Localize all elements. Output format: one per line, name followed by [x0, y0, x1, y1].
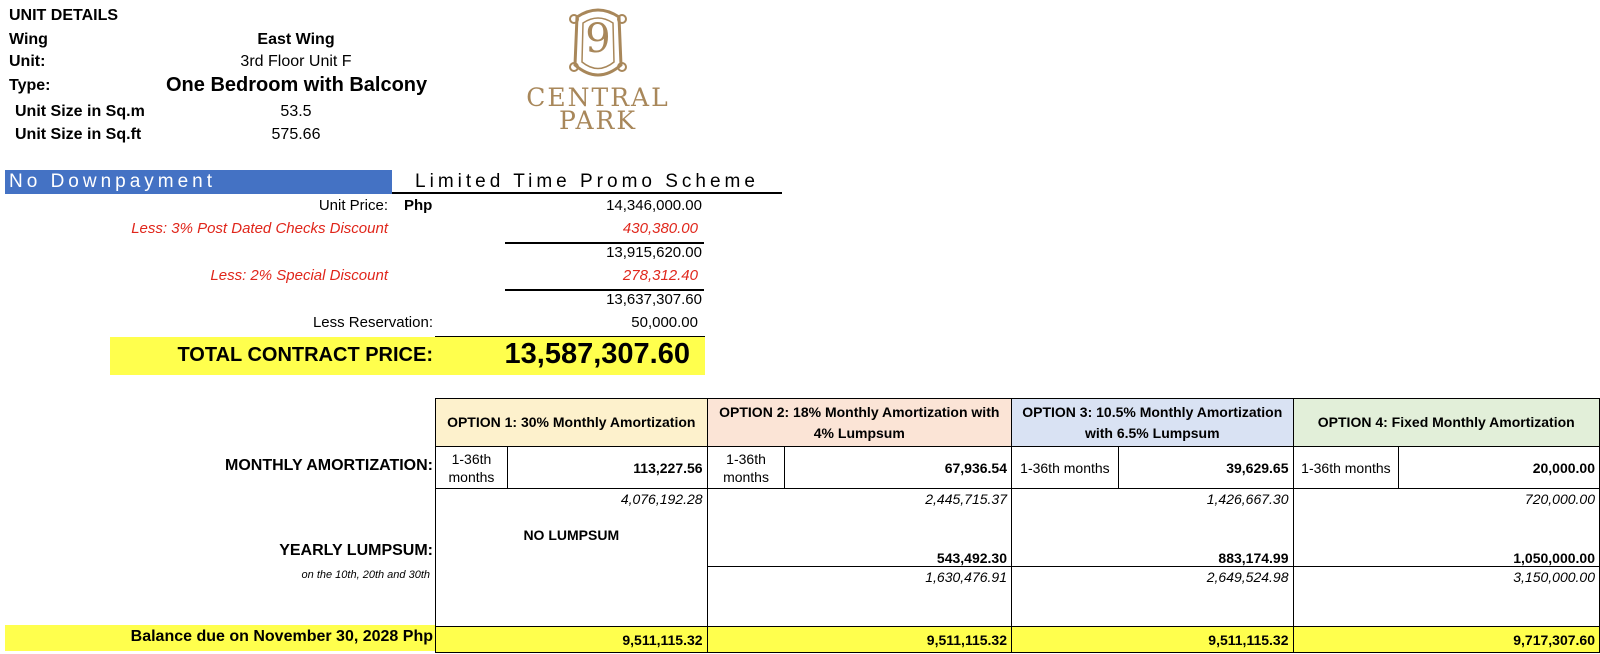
- option1-term: 1-36th months: [436, 447, 508, 489]
- option2-lumpsum: 543,492.30: [707, 509, 1011, 567]
- option4-monthly-total: 720,000.00: [1293, 489, 1600, 509]
- discount2-value: 278,312.40: [622, 267, 698, 284]
- balance-label: Balance due on November 30, 2028 Php: [130, 628, 433, 645]
- size-sqft-label: Unit Size in Sq.ft: [15, 126, 142, 143]
- wing-value: East Wing: [257, 31, 335, 48]
- option2-header: OPTION 2: 18% Monthly Amortization with 4% Lumpsum: [707, 399, 1011, 447]
- option4-lumpsum-total: 3,150,000.00: [1293, 567, 1600, 587]
- option2-monthly-total: 2,445,715.37: [707, 489, 1011, 509]
- unit-label: Unit:: [9, 53, 46, 70]
- no-downpayment-banner: No Downpayment: [5, 170, 392, 194]
- monthly-amortization-label: MONTHLY AMORTIZATION:: [225, 457, 433, 474]
- option1-header: OPTION 1: 30% Monthly Amortization: [436, 399, 708, 447]
- option3-monthly: 39,629.65: [1118, 447, 1293, 489]
- subtotal1-value: 13,915,620.00: [606, 244, 702, 261]
- size-sqm-label: Unit Size in Sq.m: [15, 103, 145, 120]
- option3-monthly-total: 1,426,667.30: [1012, 489, 1294, 509]
- unit-price-value: 14,346,000.00: [606, 197, 702, 214]
- option4-term: 1-36th months: [1293, 447, 1399, 489]
- discount2-label: Less: 2% Special Discount: [210, 267, 388, 284]
- type-value: One Bedroom with Balcony: [166, 74, 428, 96]
- option2-term: 1-36th months: [707, 447, 785, 489]
- option4-monthly: 20,000.00: [1399, 447, 1600, 489]
- option3-lumpsum-total: 2,649,524.98: [1012, 567, 1294, 587]
- size-sqft-value: 575.66: [271, 126, 321, 143]
- option3-term: 1-36th months: [1012, 447, 1119, 489]
- payment-options-table: [435, 398, 1600, 653]
- tcp-value: 13,587,307.60: [504, 338, 690, 370]
- option3-lumpsum: 883,174.99: [1012, 509, 1294, 567]
- option3-header: OPTION 3: 10.5% Monthly Amortization with 6.5% Lumpsum: [1012, 399, 1294, 447]
- option2-monthly: 67,936.54: [785, 447, 1012, 489]
- option4-balance: 9,717,307.60: [1293, 627, 1600, 653]
- option1-monthly-total: 4,076,192.28: [436, 489, 708, 509]
- option1-monthly: 113,227.56: [507, 447, 707, 489]
- option2-balance: 9,511,115.32: [707, 627, 1011, 653]
- option4-lumpsum: 1,050,000.00: [1293, 509, 1600, 567]
- tcp-label: TOTAL CONTRACT PRICE:: [177, 344, 433, 366]
- size-sqm-value: 53.5: [280, 103, 312, 120]
- logo-numeral: 9: [585, 16, 611, 62]
- subtotal2-value: 13,637,307.60: [606, 291, 702, 308]
- unit-price-label: Unit Price:: [318, 197, 388, 214]
- yearly-lumpsum-label: YEARLY LUMPSUM:: [279, 542, 433, 559]
- unit-details-heading: UNIT DETAILS: [9, 7, 119, 24]
- discount1-label: Less: 3% Post Dated Checks Discount: [131, 220, 388, 237]
- promo-scheme-title: Limited Time Promo Scheme: [392, 170, 782, 194]
- reservation-value: 50,000.00: [631, 314, 698, 331]
- option1-balance: 9,511,115.32: [436, 627, 708, 653]
- option4-header: OPTION 4: Fixed Monthly Amortization: [1293, 399, 1600, 447]
- option1-no-lumpsum: NO LUMPSUM: [436, 509, 708, 627]
- reservation-label: Less Reservation:: [312, 314, 433, 331]
- wing-label: Wing: [9, 31, 48, 48]
- option3-balance: 9,511,115.32: [1012, 627, 1294, 653]
- logo-line1: CENTRAL: [526, 83, 670, 112]
- logo-line2: PARK: [558, 106, 638, 135]
- unit-value: 3rd Floor Unit F: [240, 53, 352, 70]
- currency-label: Php: [404, 197, 433, 214]
- yearly-lumpsum-note: on the 10th, 20th and 30th: [301, 569, 430, 581]
- option2-lumpsum-total: 1,630,476.91: [707, 567, 1011, 587]
- type-label: Type:: [9, 77, 51, 94]
- discount1-value: 430,380.00: [622, 220, 698, 237]
